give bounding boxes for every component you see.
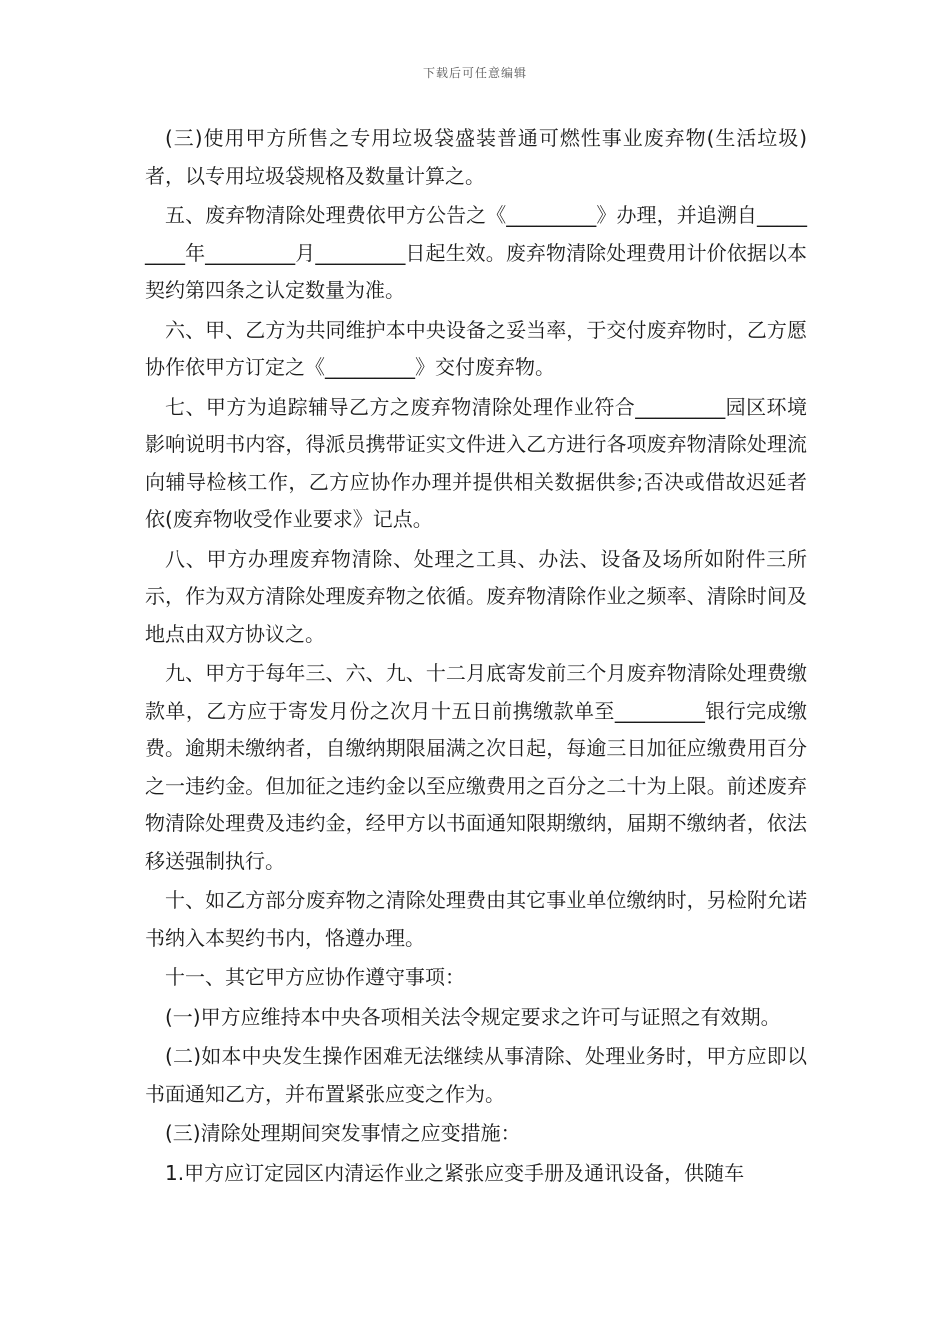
paragraph-11: 十一、其它甲方应协作遵守事项： (165, 965, 465, 989)
page-header: 下载后可任意编辑 (422, 66, 527, 80)
paragraph-5: 五、废弃物清除处理费依甲方公告之《_________》办理，并追溯自_________年_________月_________日起生效。废弃物清除处理费用计价依据以本契约第四条之认定数量为准。 (145, 203, 807, 302)
paragraph-11-2: (二)如本中央发生操作困难无法继续从事清除、处理业务时，甲方应即以书面通知乙方，并布置紧张应变之作为。 (145, 1044, 807, 1106)
paragraph-6: 六、甲、乙方为共同维护本中央设备之妥当率，于交付废弃物时，乙方愿协作依甲方订定之《_________》交付废弃物。 (145, 317, 807, 379)
paragraph-10: 十、如乙方部分废弃物之清除处理费由其它事业单位缴纳时，另检附允诺书纳入本契约书内，恪遵办理。 (145, 888, 807, 950)
paragraph-8: 八、甲方办理废弃物清除、处理之工具、办法、设备及场所如附件三所示，作为双方清除处理废弃物之依循。废弃物清除作业之频率、清除时间及地点由双方协议之。 (145, 546, 807, 646)
paragraph-7: 七、甲方为追踪辅导乙方之废弃物清除处理作业符合_________园区环境影响说明书内容，得派员携带证实文件进入乙方进行各项废弃物清除处理流向辅导检核工作，乙方应协作办理并提供相关数据供参;否决或借故迟延者依(废弃物收受作业要求》记点。 (145, 394, 807, 531)
paragraph-4-3: (三)使用甲方所售之专用垃圾袋盛装普通可燃性事业废弃物(生活垃圾)者，以专用垃圾袋规格及数量计算之。 (145, 126, 807, 188)
paragraph-11-3: (三)清除处理期间突发事情之应变措施： (165, 1121, 521, 1145)
paragraph-11-3-1: 1.甲方应订定园区内清运作业之紧张应变手册及通讯设备，供随车 (165, 1160, 745, 1185)
paragraph-11-1: (一)甲方应维持本中央各项相关法令规定要求之许可与证照之有效期。 (165, 1004, 781, 1029)
paragraph-9: 九、甲方于每年三、六、九、十二月底寄发前三个月废弃物清除处理费缴款单，乙方应于寄发月份之次月十五日前携缴款单至_________银行完成缴费。逾期未缴纳者，自缴纳期限届满之次日起，每逾三日加征应缴费用百分之一违约金。但加征之违约金以至应缴费用之百分之二十为上限。前述废弃物清除处理费及违约金，经甲方以书面通知限期缴纳，届期不缴纳者，依法移送强制执行。 (145, 661, 807, 873)
document-body (145, 120, 807, 1194)
